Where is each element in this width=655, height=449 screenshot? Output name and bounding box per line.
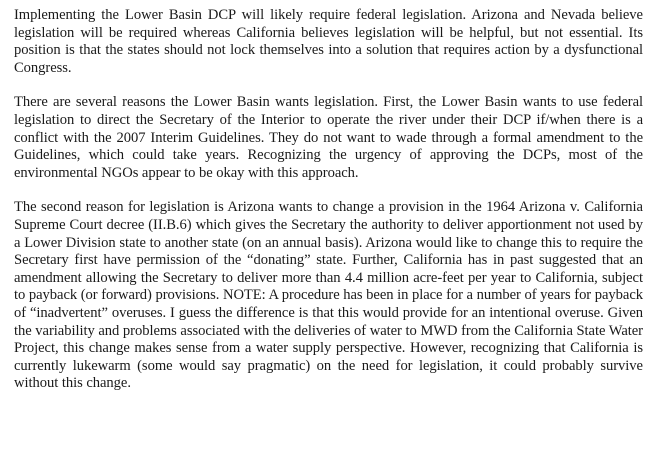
paragraph-legislation-requirement: Implementing the Lower Basin DCP will likely require federal legislation. Arizona and Nevada believe legislation will be required whereas California believes legislation will be helpful, but not essential. Its position is that the states should not lock themselves into a solution that requires action by a dysfunctional Congress. [14,7,643,76]
paragraph-second-reason: The second reason for legislation is Arizona wants to change a provision in the 1964 Arizona v. California Supreme Court decree (II.B.6) which gives the Secretary the authority to deliver apportionment not used by a Lower Division state to another state (on an annual basis). Arizona would like to change this to require the Secretary first have permission of the “donating” state. Further, California has in past suggested that an amendment allowing the Secretary to deliver more than 4.4 million acre-feet per year to California, subject to payback (or forward) provisions. NOTE: A procedure has been in place for a number of years for payback of “inadvertent” overuses. I guess the difference is that this would provide for an intentional overuse. Given the variability and problems associated with the deliveries of water to MWD from the California State Water Project, this change makes sense from a water supply perspective. However, recognizing that California is currently lukewarm (some would say pragmatic) on the need for legislation, it could probably survive without this change. [14,199,643,392]
paragraph-reasons-for-legislation: There are several reasons the Lower Basin wants legislation. First, the Lower Basin wants to use federal legislation to direct the Secretary of the Interior to operate the river under their DCP if/when there is a conflict with the 2007 Interim Guidelines. They do not want to wade through a formal amendment to the Guidelines, which could take years. Recognizing the urgency of approving the DCPs, most of the environmental NGOs appear to be okay with this approach. [14,94,643,181]
